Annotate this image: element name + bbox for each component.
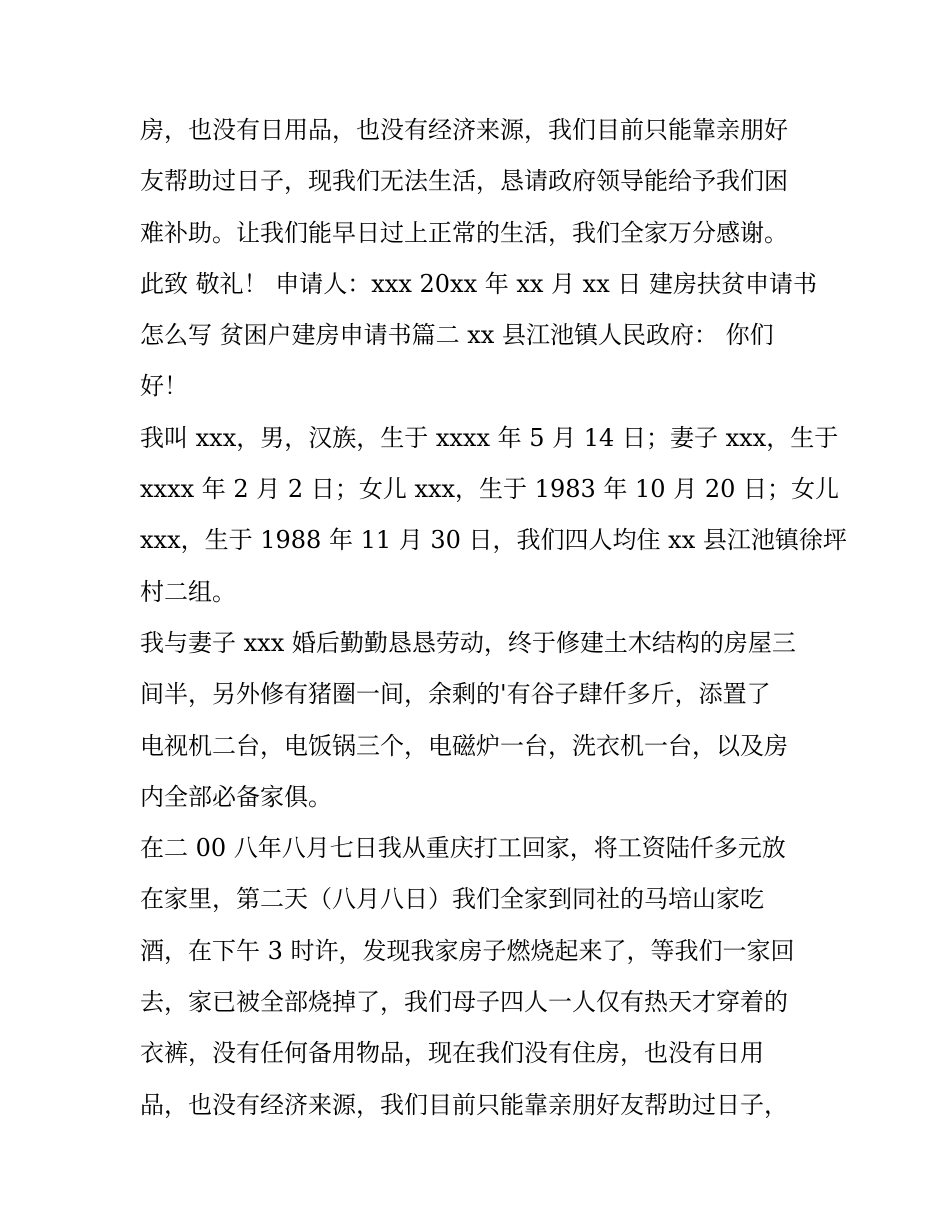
text-line: 此致 敬礼！ 申请人：xxx 20xx 年 xx 月 xx 日 建房扶贫申请书 [140,269,818,298]
text-line: 衣裤，没有任何备用物品，现在我们没有住房，也没有日用 [140,1039,764,1068]
text-line: 友帮助过日子，现我们无法生活，恳请政府领导能给予我们困 [140,167,788,196]
text-line: 电视机二台，电饭锅三个，电磁炉一台，洗衣机一台，以及房 [140,731,788,760]
text-line: 酒，在下午 3 时许，发现我家房子燃烧起来了，等我们一家回 [140,936,795,965]
text-line: xxx，生于 1988 年 11 月 30 日，我们四人均住 xx 县江池镇徐坪 [140,526,847,555]
text-line: 我与妻子 xxx 婚后勤勤恳恳劳动，终于修建土木结构的房屋三 [140,628,796,657]
text-line: 怎么写 贫困户建房申请书篇二 xx 县江池镇人民政府： 你们 [140,321,774,350]
text-line: 去，家已被全部烧掉了，我们母子四人一人仅有热天才穿着的 [140,988,788,1017]
text-line: 好！ [140,372,188,401]
text-line: 内全部必备家俱。 [140,782,332,811]
body-text [140,105,847,1131]
text-line: xxxx 年 2 月 2 日；女儿 xxx，生于 1983 年 10 月 20 日；女儿 [140,475,839,504]
text-line: 品，也没有经济来源，我们目前只能靠亲朋好友帮助过日子， [140,1090,788,1119]
text-line: 村二组。 [140,577,236,606]
text-line: 我叫 xxx，男，汉族，生于 xxxx 年 5 月 14 日；妻子 xxx，生于 [140,423,839,452]
text-line: 间半，另外修有猪圈一间，余剩的'有谷子肆仟多斤，添置了 [140,680,771,709]
text-line: 房，也没有日用品，也没有经济来源，我们目前只能靠亲朋好 [140,116,788,144]
text-line: 难补助。让我们能早日过上正常的生活，我们全家万分感谢。 [140,218,788,247]
text-line: 在二 00 八年八月七日我从重庆打工回家，将工资陆仟多元放 [140,834,786,863]
text-line: 在家里，第二天（八月八日）我们全家到同社的马培山家吃 [140,885,764,914]
